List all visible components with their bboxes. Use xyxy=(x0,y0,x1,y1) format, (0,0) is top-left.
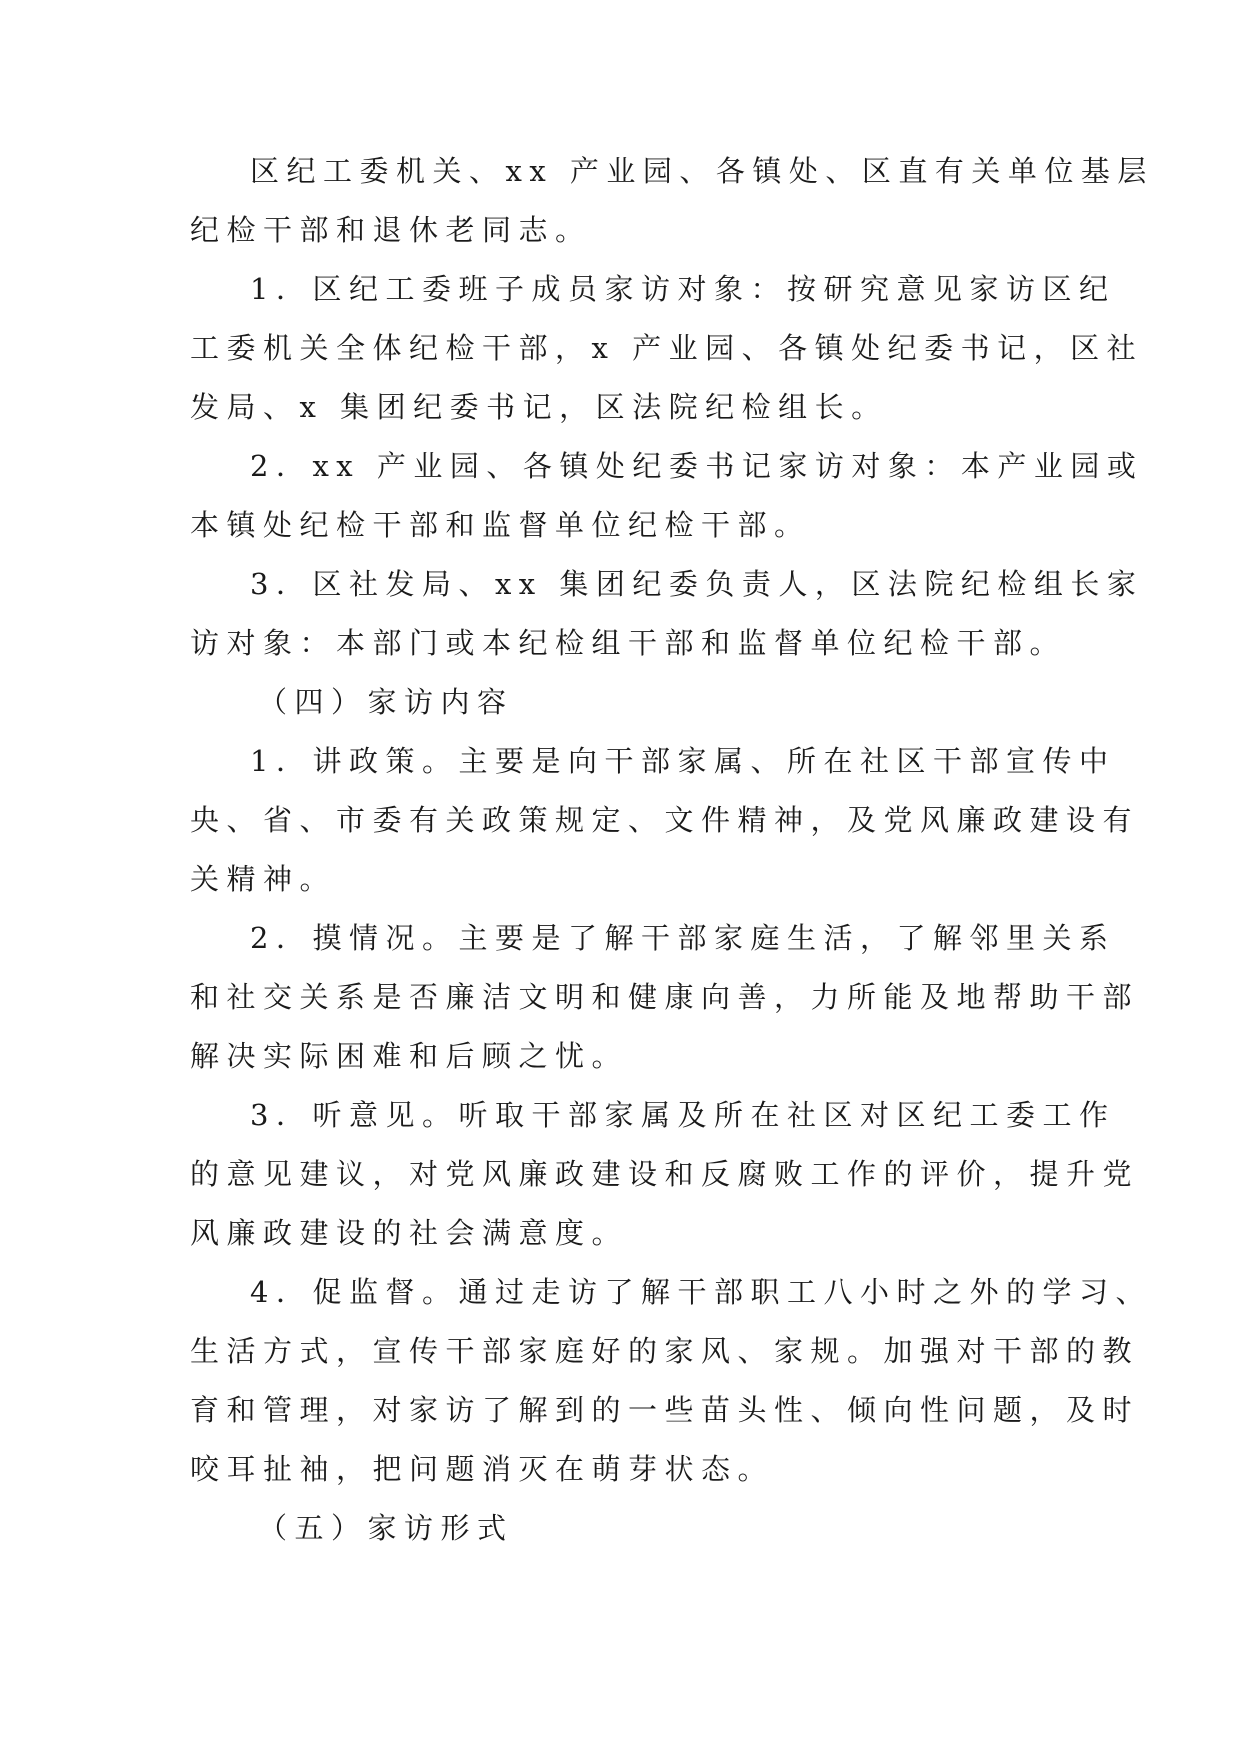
text-line: 3．区社发局、xx 集团纪委负责人，区法院纪检组长家 xyxy=(250,567,1144,601)
text-line: 风廉政建设的社会满意度。 xyxy=(190,1216,629,1250)
text-line: 3．听意见。听取干部家属及所在社区对区纪工委工作 xyxy=(250,1098,1116,1132)
text-line: 发局、x 集团纪委书记，区法院纪检组长。 xyxy=(190,390,888,424)
section-heading: （四）家访内容 xyxy=(258,685,514,719)
text-line: 访对象：本部门或本纪检组干部和监督单位纪检干部。 xyxy=(190,626,1067,660)
text-line: 咬耳扯袖，把问题消灭在萌芽状态。 xyxy=(190,1452,775,1486)
text-line: 生活方式，宣传干部家庭好的家风、家规。加强对干部的教 xyxy=(190,1334,1140,1368)
text-line: 2．摸情况。主要是了解干部家庭生活，了解邻里关系 xyxy=(250,921,1116,955)
text-line: 1．区纪工委班子成员家访对象：按研究意见家访区纪 xyxy=(250,272,1116,306)
text-line: 和社交关系是否廉洁文明和健康向善，力所能及地帮助干部 xyxy=(190,980,1140,1014)
text-line: 纪检干部和退休老同志。 xyxy=(190,213,592,247)
text-line: 区纪工委机关、xx 产业园、各镇处、区直有关单位基层 xyxy=(250,154,1154,188)
text-line: 育和管理，对家访了解到的一些苗头性、倾向性问题，及时 xyxy=(190,1393,1140,1427)
text-line: 关精神。 xyxy=(190,862,337,896)
text-line: 1．讲政策。主要是向干部家属、所在社区干部宣传中 xyxy=(250,744,1116,778)
text-line: 本镇处纪检干部和监督单位纪检干部。 xyxy=(190,508,811,542)
text-line: 工委机关全体纪检干部，x 产业园、各镇处纪委书记，区社 xyxy=(190,331,1144,365)
text-line: 2．xx 产业园、各镇处纪委书记家访对象：本产业园或 xyxy=(250,449,1144,483)
section-heading: （五）家访形式 xyxy=(258,1511,514,1545)
text-line: 央、省、市委有关政策规定、文件精神，及党风廉政建设有 xyxy=(190,803,1140,837)
text-line: 4．促监督。通过走访了解干部职工八小时之外的学习、 xyxy=(250,1275,1152,1309)
text-line: 的意见建议，对党风廉政建设和反腐败工作的评价，提升党 xyxy=(190,1157,1140,1191)
text-line: 解决实际困难和后顾之忧。 xyxy=(190,1039,629,1073)
